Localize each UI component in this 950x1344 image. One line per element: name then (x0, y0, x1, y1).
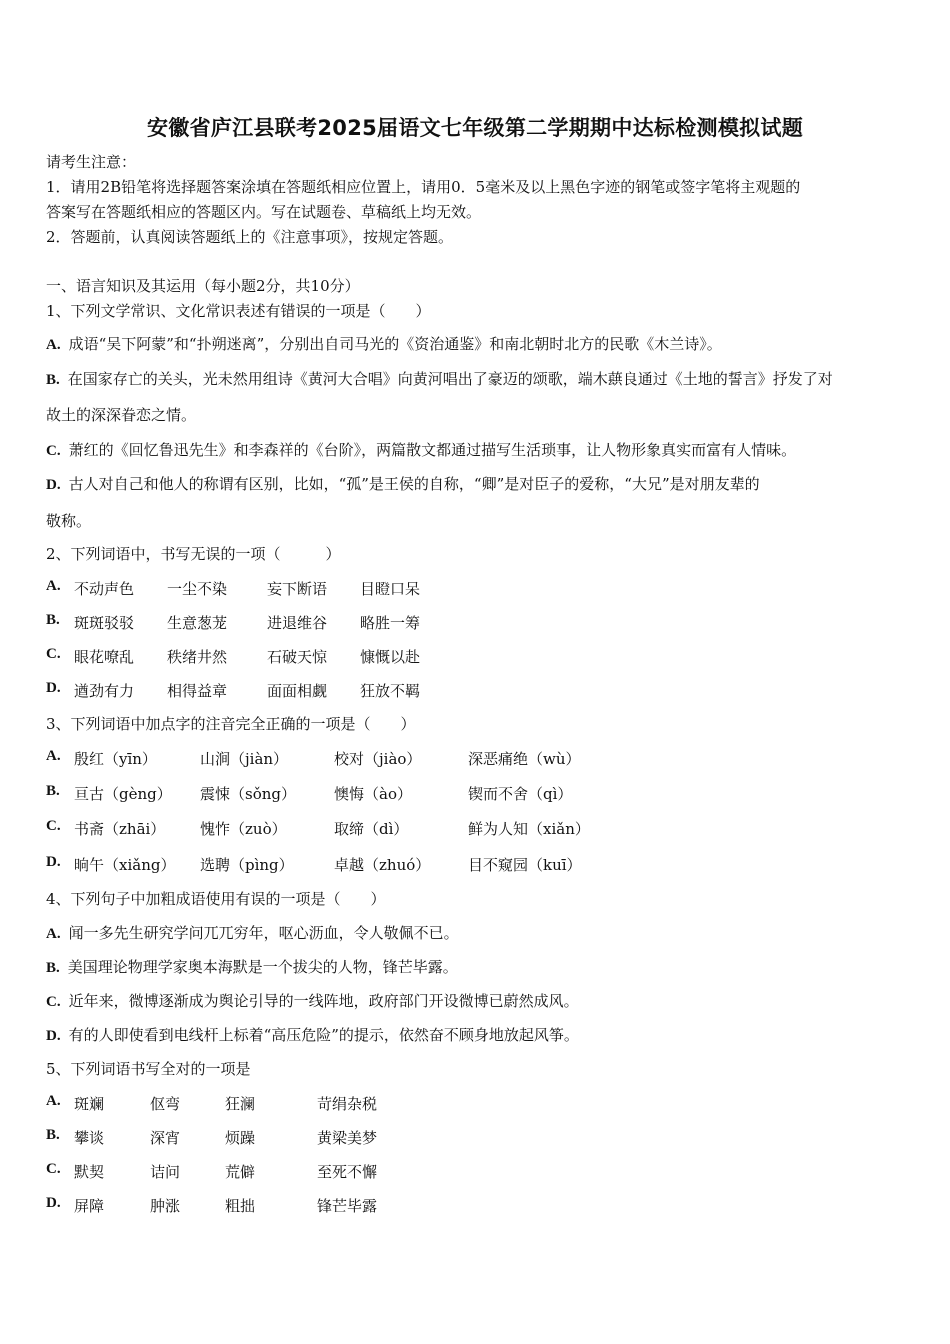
option-word: 至死不懈 (317, 1163, 378, 1181)
option-key: D. (46, 680, 61, 696)
option-word: 懊悔（ào） (334, 785, 412, 803)
option-key: A. (46, 748, 61, 764)
question-4-option-a (46, 923, 459, 944)
option-word: 默契 (74, 1163, 105, 1181)
option-word: 校对（jiào） (334, 750, 422, 768)
question-1-option-b (46, 369, 833, 390)
option-key: B. (46, 960, 60, 976)
option-word: 苛绢杂税 (317, 1095, 378, 1113)
option-key: C. (46, 818, 61, 834)
option-text: 萧红的《回忆鲁迅先生》和李森祥的《台阶》，两篇散文都通过描写生活琐事，让人物形象真实而富有人情味。 (68, 441, 797, 459)
option-word: 生意葱茏 (167, 614, 228, 632)
question-3-option-b (46, 783, 906, 803)
question-1-option-a (46, 334, 722, 355)
option-key: B. (46, 612, 60, 628)
question-4-stem: 4、下列句子中加粗成语使用有误的一项是（ ） (46, 890, 386, 908)
option-key: C. (46, 994, 61, 1010)
option-text: 近年来，微博逐渐成为舆论引导的一线阵地，政府部门开设微博已蔚然成风。 (68, 992, 579, 1010)
option-word: 目瞪口呆 (360, 580, 421, 598)
question-3-option-c (46, 818, 906, 838)
question-3-option-d (46, 854, 906, 874)
notice-heading: 请考生注意： (46, 153, 137, 171)
option-word: 亘古（gèng） (74, 785, 172, 803)
option-word: 取缔（dì） (334, 820, 409, 838)
question-5-stem: 5、下列词语书写全对的一项是 (46, 1060, 251, 1078)
option-word: 烦躁 (225, 1129, 256, 1147)
option-word: 狂放不羁 (360, 682, 421, 700)
option-word: 选聘（pìng） (200, 856, 294, 874)
option-word: 书斋（zhāi） (74, 820, 166, 838)
option-word: 卓越（zhuó） (334, 856, 431, 874)
option-key: A. (46, 337, 61, 353)
question-1-stem: 1、下列文学常识、文化常识表述有错误的一项是（ ） (46, 302, 431, 320)
question-4-option-d (46, 1025, 579, 1046)
option-text: 有的人即使看到电线杆上标着“高压危险”的提示，依然奋不顾身地放起风筝。 (68, 1026, 579, 1044)
option-key: B. (46, 372, 60, 388)
option-text: 美国理论物理学家奥本海默是一个拔尖的人物，锋芒毕露。 (67, 958, 458, 976)
option-text: 闻一多先生研究学问兀兀穷年，呕心沥血，令人敬佩不已。 (68, 924, 459, 942)
option-word: 锲而不舍（qì） (468, 785, 573, 803)
option-key: A. (46, 578, 61, 594)
option-word: 黄梁美梦 (317, 1129, 378, 1147)
option-word: 相得益章 (167, 682, 228, 700)
option-word: 深恶痛绝（wù） (468, 750, 581, 768)
option-word: 斑斓 (74, 1095, 105, 1113)
option-word: 锋芒毕露 (317, 1197, 378, 1215)
section-heading: 一、语言知识及其运用（每小题2分，共10分） (46, 277, 360, 295)
question-2-option-d (46, 680, 906, 700)
option-key: B. (46, 783, 60, 799)
question-2-stem: 2、下列词语中，书写无误的一项（ ） (46, 545, 341, 563)
option-text: 在国家存亡的关头，光未然用组诗《黄河大合唱》向黄河唱出了豪迈的颂歌，端木蕻良通过《土地的誓言》抒发了对 (67, 370, 833, 388)
option-key: D. (46, 1195, 61, 1211)
option-word: 鲜为人知（xiǎn） (468, 820, 590, 838)
option-key: A. (46, 1093, 61, 1109)
question-5-option-a (46, 1093, 906, 1113)
question-1-option-b-cont: 故土的深深眷恋之情。 (46, 406, 197, 424)
option-word: 伛弯 (150, 1095, 181, 1113)
option-key: D. (46, 854, 61, 870)
option-word: 眼花嘹乱 (74, 648, 135, 666)
option-word: 秩绪井然 (167, 648, 228, 666)
option-word: 愧怍（zuò） (200, 820, 287, 838)
question-5-option-b (46, 1127, 906, 1147)
question-4-option-c (46, 991, 579, 1012)
option-word: 狂澜 (225, 1095, 256, 1113)
notice-line-2: 答案写在答题纸相应的答题区内。写在试题卷、草稿纸上均无效。 (46, 203, 482, 221)
option-word: 晌午（xiǎng） (74, 856, 176, 874)
option-word: 山涧（jiàn） (200, 750, 289, 768)
option-key: D. (46, 477, 61, 493)
option-word: 屏障 (74, 1197, 105, 1215)
page-title: 安徽省庐江县联考2025届语文七年级第二学期期中达标检测模拟试题 (146, 116, 804, 140)
option-key: B. (46, 1127, 60, 1143)
option-key: D. (46, 1028, 61, 1044)
question-2-option-a (46, 578, 906, 598)
option-key: C. (46, 443, 61, 459)
question-5-option-d (46, 1195, 906, 1215)
option-key: A. (46, 926, 61, 942)
option-word: 目不窥园（kuī） (468, 856, 582, 874)
option-word: 殷红（yīn） (74, 750, 157, 768)
option-word: 面面相觑 (267, 682, 328, 700)
notice-line-1: 1．请用2B铅笔将选择题答案涂填在答题纸相应位置上，请用0．5毫米及以上黑色字迹的钢笔或签字笔将主观题的 (46, 178, 801, 196)
option-word: 妄下断语 (267, 580, 328, 598)
question-5-option-c (46, 1161, 906, 1181)
option-word: 粗拙 (225, 1197, 256, 1215)
question-1-option-c (46, 440, 796, 461)
option-word: 肿涨 (150, 1197, 181, 1215)
option-word: 诘问 (150, 1163, 181, 1181)
option-word: 攀谈 (74, 1129, 105, 1147)
option-word: 遒劲有力 (74, 682, 135, 700)
notice-line-3: 2．答题前，认真阅读答题纸上的《注意事项》，按规定答题。 (46, 228, 454, 246)
option-word: 荒僻 (225, 1163, 256, 1181)
question-1-option-d-cont: 敬称。 (46, 512, 92, 530)
option-key: C. (46, 1161, 61, 1177)
option-text: 古人对自己和他人的称谓有区别，比如，“孤”是王侯的自称，“卿”是对臣子的爱称，“大兄”是对朋友辈的 (68, 475, 760, 493)
option-word: 慷慨以赴 (360, 648, 421, 666)
option-word: 深宵 (150, 1129, 181, 1147)
option-key: C. (46, 646, 61, 662)
question-4-option-b (46, 957, 458, 978)
question-2-option-b (46, 612, 906, 632)
option-word: 一尘不染 (167, 580, 228, 598)
option-word: 震悚（sǒng） (200, 785, 296, 803)
question-1-option-d (46, 474, 760, 495)
option-text: 成语“吴下阿蒙”和“扑朔迷离”，分别出自司马光的《资治通鉴》和南北朝时北方的民歌《木兰诗》。 (68, 335, 722, 353)
question-3-stem: 3、下列词语中加点字的注音完全正确的一项是（ ） (46, 715, 416, 733)
option-word: 斑斑驳驳 (74, 614, 135, 632)
option-word: 进退维谷 (267, 614, 328, 632)
option-word: 石破天惊 (267, 648, 328, 666)
question-2-option-c (46, 646, 906, 666)
option-word: 略胜一筹 (360, 614, 421, 632)
question-3-option-a (46, 748, 906, 768)
option-word: 不动声色 (74, 580, 135, 598)
